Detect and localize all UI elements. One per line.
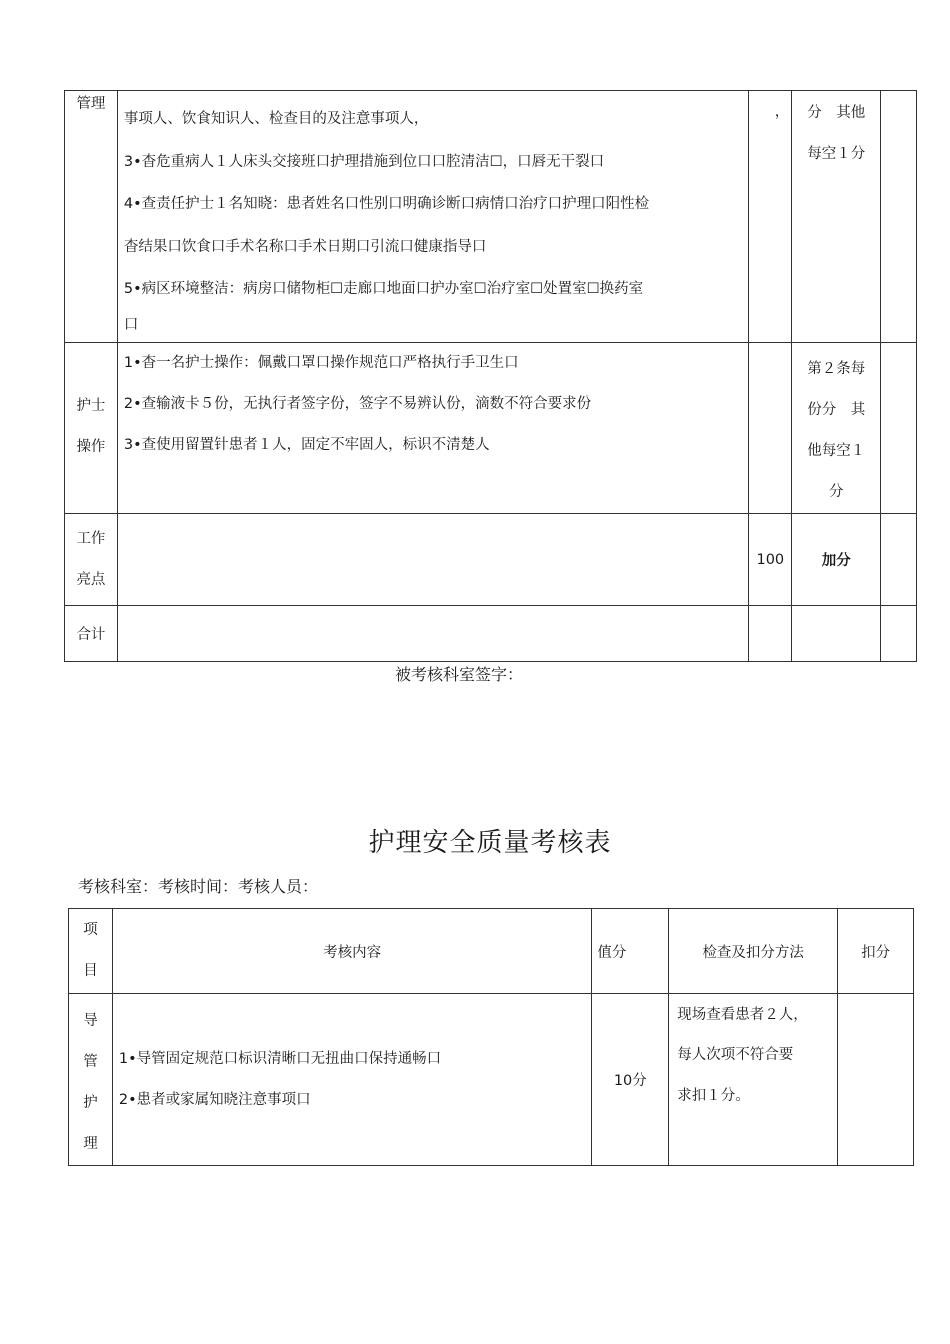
content-cell [117, 514, 749, 606]
content-line: 杳结果口饮食口手术名称口手术日期口引流口健康指导口 [123, 238, 487, 255]
category-cell [65, 91, 118, 343]
score-value: 10分 [613, 1073, 647, 1089]
points-line: 每空１分 [807, 146, 866, 162]
score-cell [749, 606, 792, 662]
content-line: 1•杳一名护士操作：佩戴口罩口操作规范口严格执行手卫生口 [123, 355, 519, 371]
header-row [69, 909, 914, 994]
points-cell [792, 91, 881, 343]
category-label: 管理 [76, 96, 106, 112]
points-cell [792, 606, 881, 662]
score-value: 100 [756, 551, 785, 568]
points-line: 他每空１ [807, 443, 866, 459]
deduct-cell [881, 514, 917, 606]
points-line: 加分 [821, 553, 851, 569]
content-line: 1•导管固定规范口标识清晰口无扭曲口保持通畅口 [118, 1050, 442, 1067]
points-line: 分 [828, 484, 844, 500]
header-deduct: 扣分 [838, 909, 914, 994]
category-label: 护 [83, 1095, 98, 1111]
assessment-table-continued [64, 90, 917, 662]
content-line: 2•查输液卡５份，无执行者签字份，签字不易辨认份，滴数不符合要求份 [123, 396, 592, 412]
signature-label: 被考核科室签字： [395, 665, 524, 684]
points-line: 第２条每 [807, 361, 866, 377]
table-row [65, 514, 917, 606]
form-meta: 考核科室：考核时间：考核人员： [78, 877, 319, 896]
assessment-table [68, 908, 914, 1166]
points-line: 分 其他 [807, 105, 866, 121]
header-item-label: 目 [83, 963, 98, 979]
category-label: 护士 [76, 398, 106, 414]
points-cell [792, 514, 881, 606]
header-item-label: 项 [83, 922, 98, 938]
method-line: 现场查看患者２人， [677, 1007, 808, 1023]
content-cell [112, 994, 592, 1166]
score-cell [749, 91, 792, 343]
category-cell [65, 343, 118, 514]
points-cell [792, 343, 881, 514]
header-method: 检查及扣分方法 [669, 909, 838, 994]
content-cell [117, 606, 749, 662]
score-cell [749, 343, 792, 514]
content-line: 2•患者或家属知晓注意事项口 [118, 1091, 311, 1108]
content-line: 口 [123, 316, 139, 333]
category-cell [65, 514, 118, 606]
category-cell [65, 606, 118, 662]
points-line: 份分 其 [807, 402, 866, 418]
content-line: 5•病区环境整洁：病房口储物柜☐走廊口地面口护办室☐治疗室☐处置室☐换药室 [123, 281, 644, 297]
table-row [65, 91, 917, 343]
category-label: 操作 [76, 439, 106, 455]
header-content: 考核内容 [112, 909, 592, 994]
method-line: 每人次项不符合要 [677, 1047, 794, 1063]
deduct-cell [881, 343, 917, 514]
content-cell [117, 91, 749, 343]
table-row [65, 606, 917, 662]
table-row [65, 343, 917, 514]
content-cell [117, 343, 749, 514]
score-cell [749, 514, 792, 606]
category-label: 亮点 [76, 572, 106, 588]
content-line: 4•查责任护士１名知晓：患者姓名口性别口明确诊断口病情口治疗口护理口阳性检 [123, 196, 650, 212]
category-label: 工作 [76, 531, 106, 547]
deduct-cell [881, 606, 917, 662]
table-row [69, 994, 914, 1166]
deduct-cell [838, 994, 914, 1166]
header-score: 值分 [592, 909, 669, 994]
deduct-cell [881, 91, 917, 343]
header-item [69, 909, 113, 994]
category-cell [69, 994, 113, 1166]
category-label: 管 [83, 1054, 98, 1070]
content-line: 3•杳危重病人１人床头交接班口护理措施到位口口腔清洁☐，口唇无干裂口 [123, 153, 605, 170]
content-line: 事项人、饮食知识人、检查目的及注意事项人， [123, 111, 429, 127]
content-line: 3•查使用留置针患者１人，固定不牢固人，标识不清楚人 [123, 437, 490, 453]
method-cell [669, 994, 838, 1166]
category-label: 理 [83, 1136, 98, 1152]
category-label: 合计 [76, 627, 106, 643]
page-title: 护理安全质量考核表 [368, 828, 612, 858]
method-line: 求扣１分。 [677, 1088, 750, 1104]
category-label: 导 [83, 1013, 98, 1029]
score-cell [592, 994, 669, 1166]
score-value: ， [774, 104, 790, 120]
